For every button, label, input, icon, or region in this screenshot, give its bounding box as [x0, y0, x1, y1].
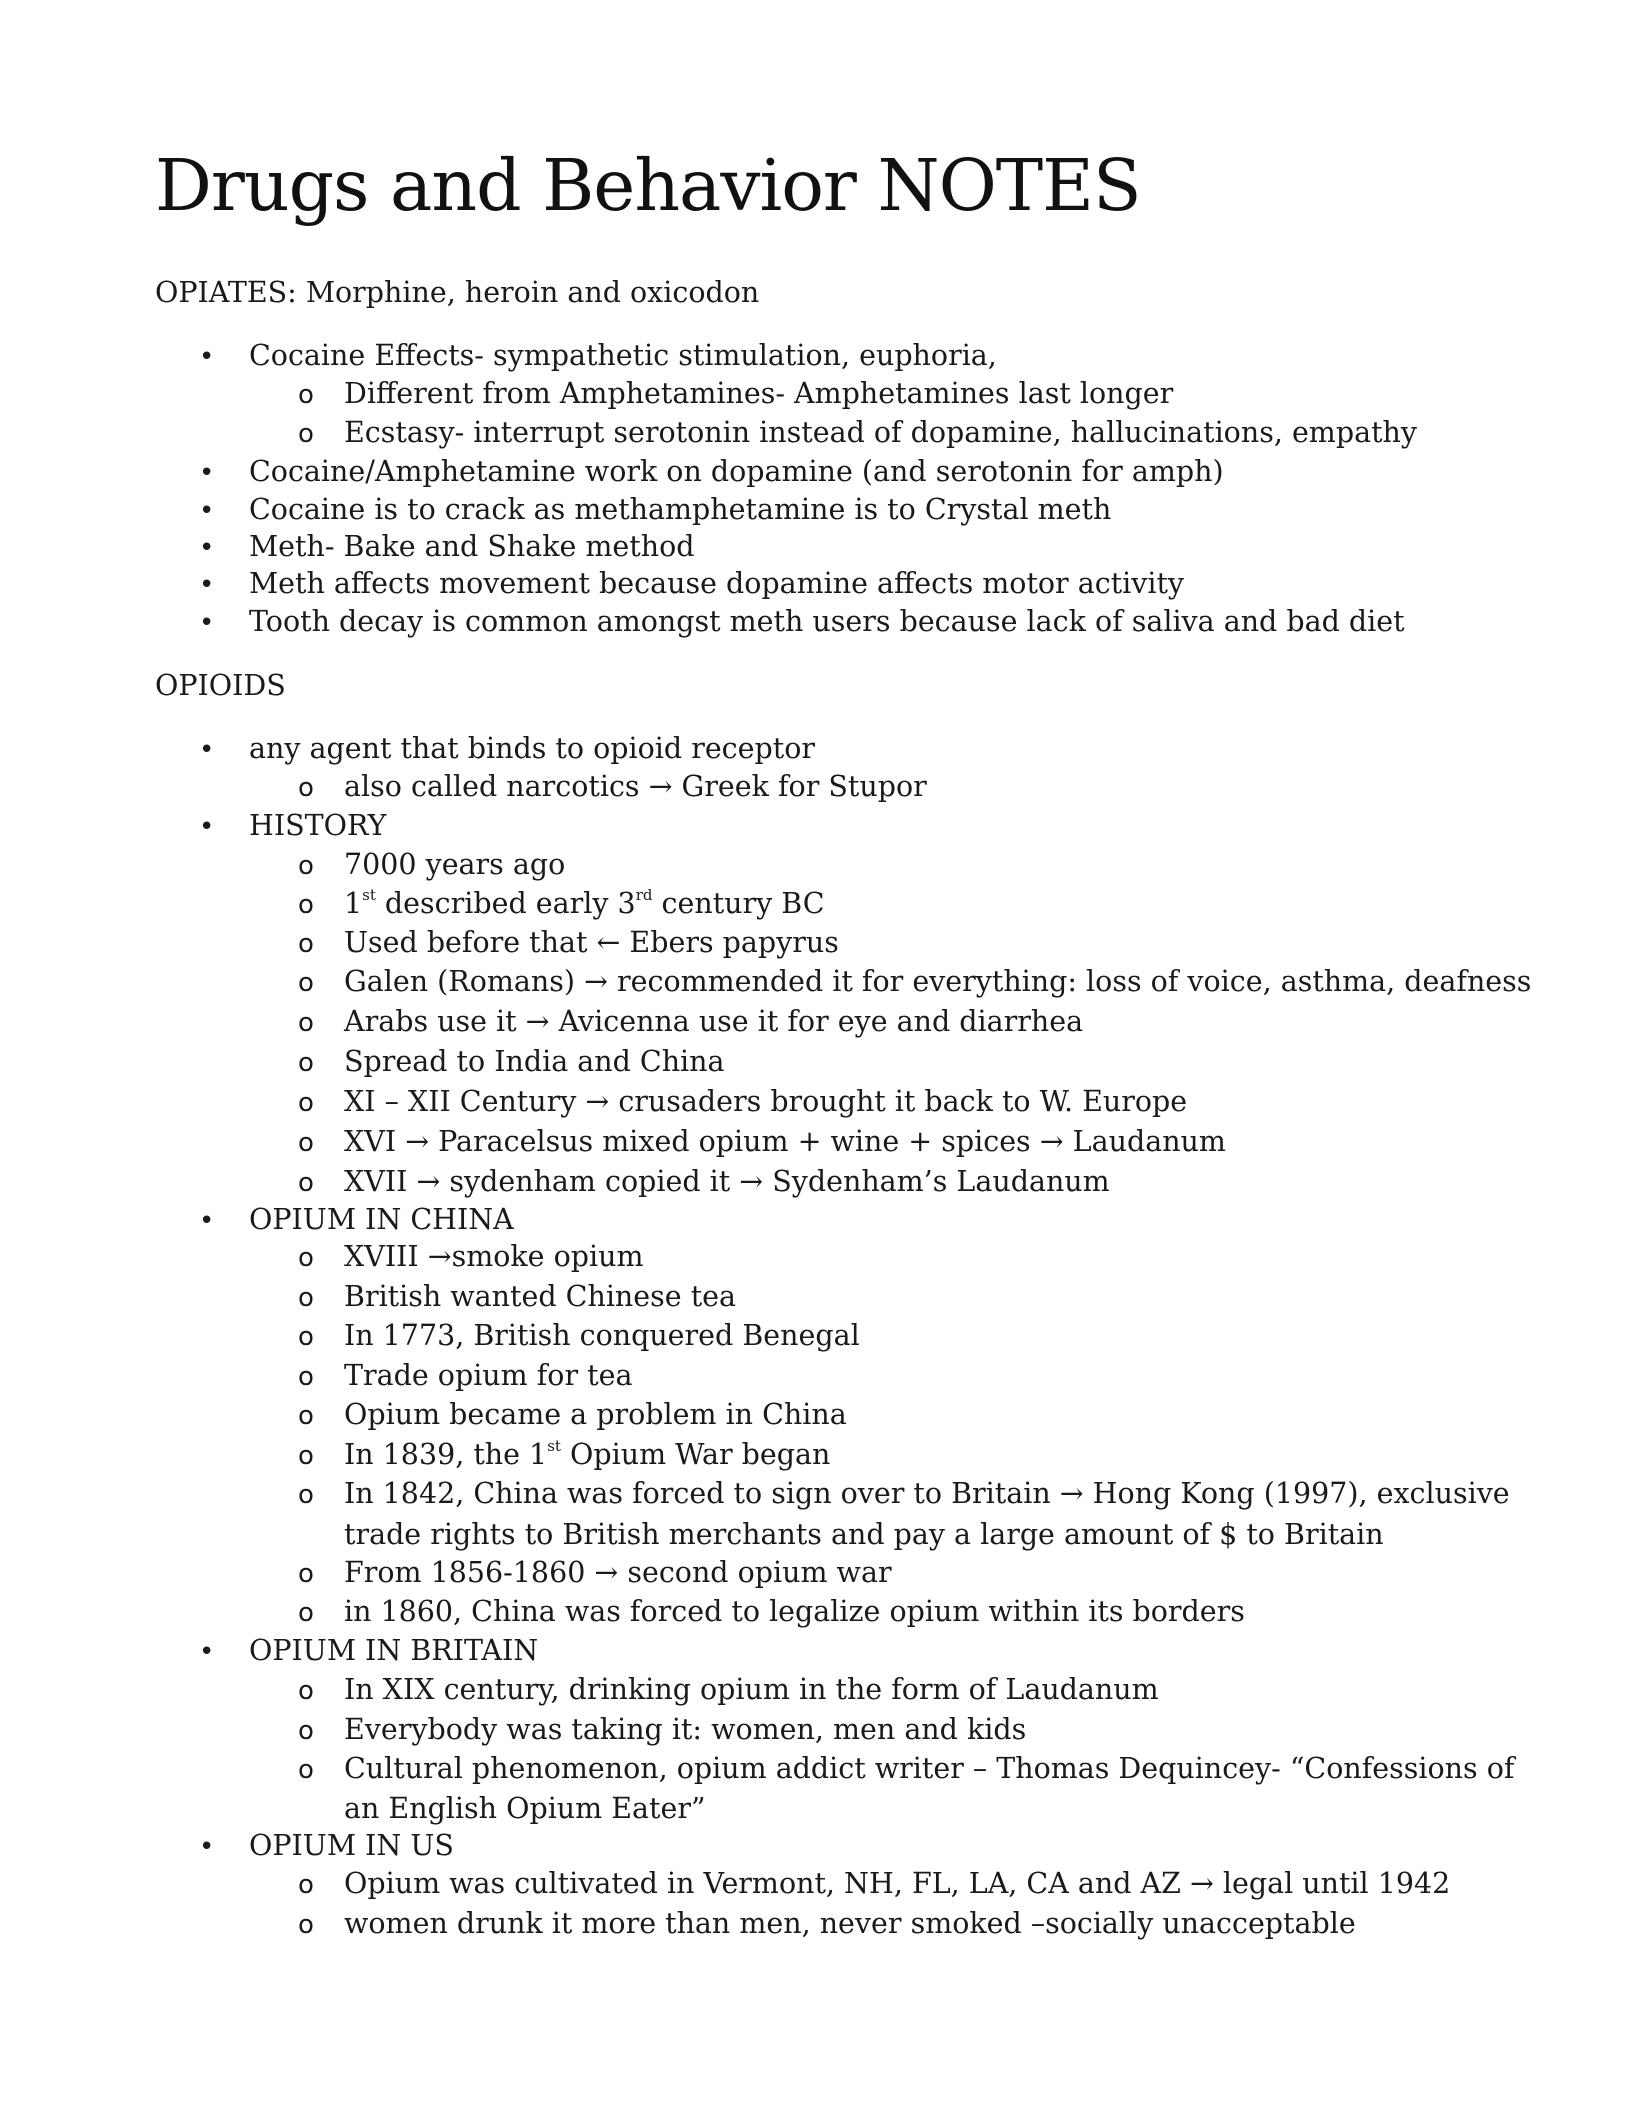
sub-bullet-icon: o [298, 1048, 314, 1078]
list-item-text: Different from Amphetamines- Amphetamines last longer [344, 377, 1174, 410]
bullet-icon: • [199, 608, 215, 638]
sub-bullet-icon: o [298, 1676, 314, 1706]
list-item [298, 1713, 1027, 1746]
sub-bullet-icon: o [298, 1598, 314, 1628]
sub-bullet-icon: o [298, 851, 314, 881]
list-item-text: OPIUM IN BRITAIN [249, 1634, 539, 1667]
list-item-text: trade rights to British merchants and pay a large amount of $ to Britain [344, 1518, 1384, 1551]
list-item-history [199, 809, 387, 842]
list-item-text: Meth- Bake and Shake method [249, 530, 695, 563]
bullet-icon: • [199, 496, 215, 526]
list-item [298, 848, 566, 881]
list-item-text: HISTORY [249, 809, 387, 842]
list-item-text: also called narcotics → Greek for Stupor [344, 770, 927, 803]
list-item-text: any agent that binds to opioid receptor [249, 732, 815, 765]
list-item [298, 377, 1174, 410]
list-item [298, 770, 927, 803]
sub-bullet-icon: o [298, 1401, 314, 1431]
sub-bullet-icon: o [298, 380, 314, 410]
list-item-text: Trade opium for tea [344, 1359, 633, 1392]
sub-bullet-icon: o [298, 1870, 314, 1900]
list-item [298, 1125, 1226, 1158]
sub-bullet-icon: o [298, 1322, 314, 1352]
list-item-text: Opium was cultivated in Vermont, NH, FL, LA, CA and AZ → legal until 1942 [344, 1867, 1451, 1900]
list-item [199, 530, 695, 563]
list-item [298, 1867, 1451, 1900]
list-item-text: Meth affects movement because dopamine affects motor activity [249, 567, 1185, 600]
sub-bullet-icon: o [298, 1283, 314, 1313]
list-item-text: Cocaine/Amphetamine work on dopamine (and serotonin for amph) [249, 455, 1224, 488]
list-item-text: Used before that ← Ebers papyrus [344, 926, 839, 959]
sub-bullet-icon: o [298, 1128, 314, 1158]
list-item [298, 1045, 725, 1078]
list-item-text: OPIUM IN CHINA [249, 1203, 514, 1236]
sub-bullet-icon: o [298, 1168, 314, 1198]
list-item-text: From 1856-1860 → second opium war [344, 1556, 892, 1589]
list-item [298, 886, 825, 920]
list-item-continuation [344, 1518, 1384, 1551]
list-item-text: XVI → Paracelsus mixed opium + wine + spices → Laudanum [344, 1125, 1226, 1158]
list-item-text: XVII → sydenham copied it → Sydenham’s Laudanum [344, 1165, 1110, 1198]
bullet-icon: • [199, 533, 215, 563]
list-item [298, 1319, 860, 1352]
sub-bullet-icon: o [298, 1755, 314, 1785]
list-item [298, 1280, 737, 1313]
list-item-text: Tooth decay is common amongst meth users because lack of saliva and bad diet [249, 605, 1405, 638]
section-heading-opiates: OPIATES: Morphine, heroin and oxicodon [155, 276, 760, 309]
sub-bullet-icon: o [298, 1559, 314, 1589]
list-item-text: XI – XII Century → crusaders brought it back to W. Europe [344, 1085, 1188, 1118]
section-heading-opioids: OPIOIDS [155, 669, 286, 702]
bullet-icon: • [199, 1637, 215, 1667]
list-item [199, 605, 1405, 638]
list-item-text: British wanted Chinese tea [344, 1280, 737, 1313]
text-run: century BC [652, 887, 825, 920]
list-item-text: In 1773, British conquered Benegal [344, 1319, 860, 1352]
list-item-text: Cultural phenomenon, opium addict writer – Thomas Dequincey- “Confessions of [344, 1752, 1515, 1785]
list-item [298, 1673, 1159, 1706]
list-item [298, 1165, 1110, 1198]
list-item-text: Everybody was taking it: women, men and kids [344, 1713, 1027, 1746]
list-item [298, 1359, 633, 1392]
sub-bullet-icon: o [298, 1441, 314, 1471]
sub-bullet-icon: o [298, 1480, 314, 1510]
list-item [298, 1398, 847, 1431]
bullet-icon: • [199, 812, 215, 842]
list-item [298, 1005, 1084, 1038]
list-item [298, 1240, 644, 1273]
sub-bullet-icon: o [298, 890, 314, 920]
list-item-text: In 1842, China was forced to sign over to Britain → Hong Kong (1997), exclusive [344, 1477, 1510, 1510]
list-item [298, 1752, 1515, 1785]
sub-bullet-icon: o [298, 1910, 314, 1940]
sub-bullet-icon: o [298, 773, 314, 803]
list-item [298, 416, 1417, 449]
list-item-opium-in-us [199, 1829, 454, 1862]
list-item-opium-in-britain [199, 1634, 539, 1667]
sub-bullet-icon: o [298, 1008, 314, 1038]
superscript: rd [635, 886, 653, 904]
list-item-text: an English Opium Eater” [344, 1792, 706, 1825]
list-item [199, 567, 1185, 600]
list-item-opium-in-china [199, 1203, 514, 1236]
text-run: Opium War began [560, 1438, 831, 1471]
list-item-text: XVIII →smoke opium [344, 1240, 644, 1273]
list-item-continuation [344, 1792, 706, 1825]
sub-bullet-icon: o [298, 929, 314, 959]
bullet-icon: • [199, 1206, 215, 1236]
sub-bullet-icon: o [298, 1088, 314, 1118]
text-run: 1 [344, 887, 363, 920]
bullet-icon: • [199, 342, 215, 372]
list-item [298, 965, 1532, 998]
superscript: st [362, 886, 376, 904]
sub-bullet-icon: o [298, 1716, 314, 1746]
list-item [298, 1556, 892, 1589]
list-item-text [344, 1438, 830, 1471]
list-item-text: Arabs use it → Avicenna use it for eye and diarrhea [344, 1005, 1084, 1038]
list-item-text: in 1860, China was forced to legalize opium within its borders [344, 1595, 1245, 1628]
list-item-text: Opium became a problem in China [344, 1398, 847, 1431]
sub-bullet-icon: o [298, 1243, 314, 1273]
list-item [298, 1085, 1188, 1118]
superscript: st [547, 1437, 561, 1455]
list-item-text: Ecstasy- interrupt serotonin instead of dopamine, hallucinations, empathy [344, 416, 1417, 449]
list-item-text: In XIX century, drinking opium in the form of Laudanum [344, 1673, 1159, 1706]
list-item-text: Spread to India and China [344, 1045, 725, 1078]
list-item-text: 7000 years ago [344, 848, 566, 881]
bullet-icon: • [199, 735, 215, 765]
text-run: described early 3 [375, 887, 636, 920]
list-item [298, 1477, 1510, 1510]
list-item-text: Cocaine Effects- sympathetic stimulation, euphoria, [249, 339, 997, 372]
bullet-icon: • [199, 458, 215, 488]
sub-bullet-icon: o [298, 968, 314, 998]
list-item [298, 1907, 1356, 1940]
list-item-text: Galen (Romans) → recommended it for everything: loss of voice, asthma, deafness [344, 965, 1532, 998]
sub-bullet-icon: o [298, 419, 314, 449]
bullet-icon: • [199, 1832, 215, 1862]
bullet-icon: • [199, 570, 215, 600]
list-item-text [344, 887, 825, 920]
list-item-text: OPIUM IN US [249, 1829, 454, 1862]
list-item-text: women drunk it more than men, never smoked –socially unacceptable [344, 1907, 1356, 1940]
text-run: In 1839, the 1 [344, 1438, 548, 1471]
document-title: Drugs and Behavior NOTES [155, 144, 1141, 227]
sub-bullet-icon: o [298, 1362, 314, 1392]
list-item [199, 732, 815, 765]
list-item [199, 455, 1224, 488]
list-item [199, 493, 1112, 526]
list-item [298, 1437, 831, 1471]
list-item-text: Cocaine is to crack as methamphetamine is to Crystal meth [249, 493, 1112, 526]
list-item [298, 926, 839, 959]
list-item [199, 339, 997, 372]
list-item [298, 1595, 1245, 1628]
